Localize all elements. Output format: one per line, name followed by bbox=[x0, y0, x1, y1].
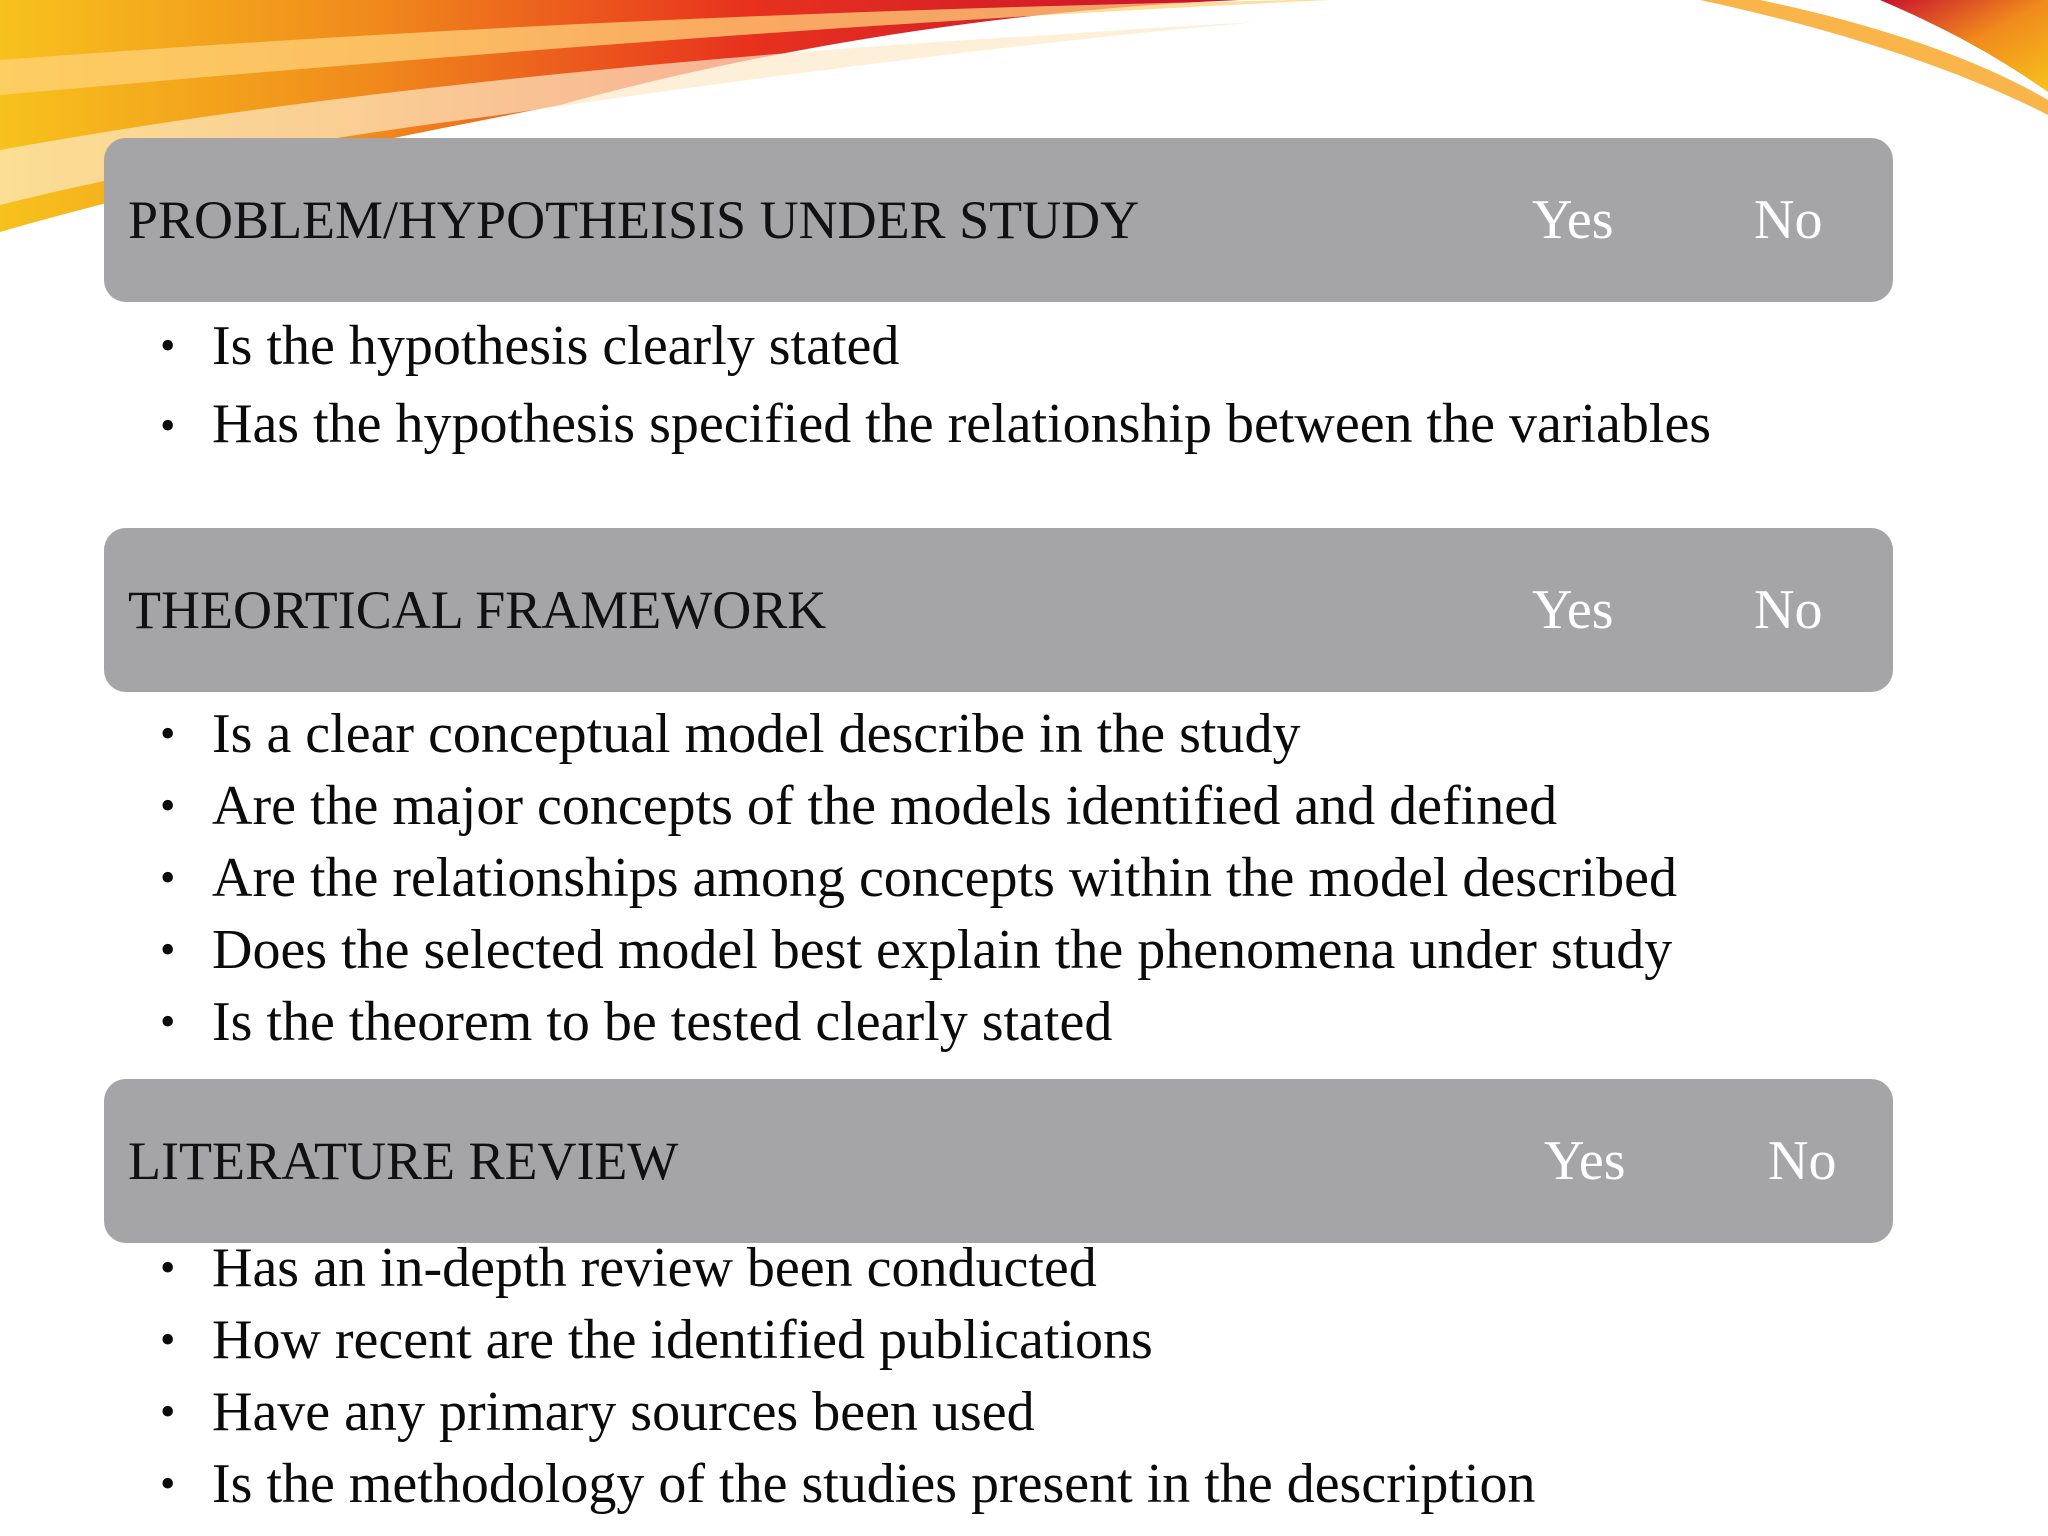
list-item: • Are the major concepts of the models identified and defined bbox=[160, 772, 1760, 840]
list-item: • How recent are the identified publications bbox=[160, 1306, 1760, 1374]
yes-option: Yes bbox=[1532, 189, 1614, 251]
bullet-list-theoretical-framework bbox=[160, 700, 1760, 1060]
list-item: • Is the theorem to be tested clearly stated bbox=[160, 988, 1760, 1056]
bullet-point-icon: • bbox=[160, 781, 176, 830]
bullet-list-problem-hypothesis bbox=[160, 312, 1760, 456]
list-item: • Does the selected model best explain the phenomena under study bbox=[160, 916, 1760, 984]
bullet-point-icon: • bbox=[160, 997, 176, 1046]
yes-option: Yes bbox=[1544, 1130, 1626, 1192]
bullet-point-icon: • bbox=[160, 853, 176, 902]
list-item: • Is the methodology of the studies present in the description bbox=[160, 1450, 1760, 1518]
no-option: No bbox=[1754, 579, 1823, 641]
section-title: LITERATURE REVIEW bbox=[128, 1131, 679, 1191]
bullet-point-icon: • bbox=[160, 709, 176, 758]
list-item: • Has the hypothesis specified the relationship between the variables bbox=[160, 392, 1760, 456]
list-item: • Has an in-depth review been conducted bbox=[160, 1234, 1760, 1302]
bullet-point-icon: • bbox=[160, 1315, 176, 1364]
bullet-list-literature-review bbox=[160, 1234, 1760, 1522]
section-title: PROBLEM/HYPOTHEISIS UNDER STUDY bbox=[128, 190, 1140, 250]
section-title: THEORTICAL FRAMEWORK bbox=[128, 580, 827, 640]
list-item: • Is a clear conceptual model describe in the study bbox=[160, 700, 1760, 768]
bullet-point-icon: • bbox=[160, 1387, 176, 1436]
list-item: • Are the relationships among concepts within the model described bbox=[160, 844, 1760, 912]
no-option: No bbox=[1768, 1130, 1837, 1192]
bullet-point-icon: • bbox=[160, 1243, 176, 1292]
bullet-point-icon: • bbox=[160, 321, 176, 370]
bullet-point-icon: • bbox=[160, 401, 176, 450]
section-header-literature-review bbox=[104, 1079, 1893, 1243]
section-header-theoretical-framework bbox=[104, 528, 1893, 692]
list-item: • Have any primary sources been used bbox=[160, 1378, 1760, 1446]
section-header-problem-hypothesis bbox=[104, 138, 1893, 302]
bullet-point-icon: • bbox=[160, 925, 176, 974]
yes-option: Yes bbox=[1532, 579, 1614, 641]
bullet-point-icon: • bbox=[160, 1459, 176, 1508]
no-option: No bbox=[1754, 189, 1823, 251]
list-item: • Is the hypothesis clearly stated bbox=[160, 312, 1760, 380]
